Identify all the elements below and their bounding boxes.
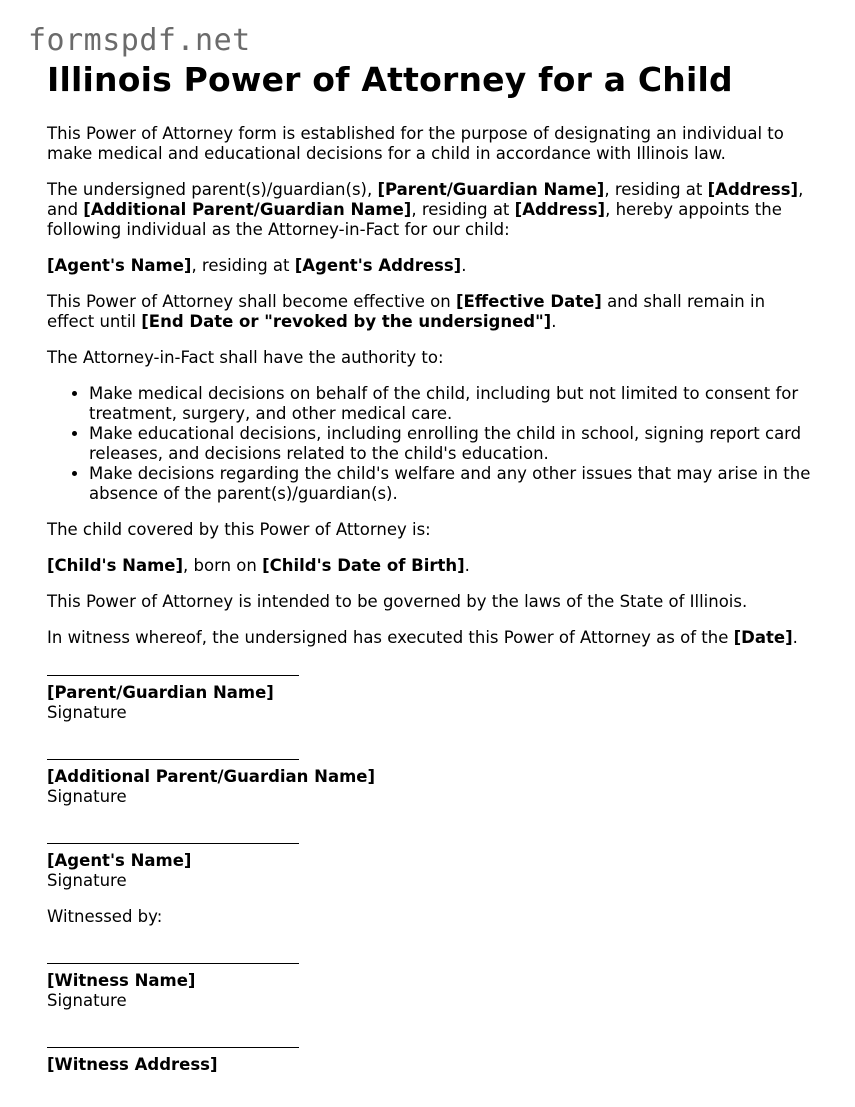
address-placeholder: [Address] bbox=[707, 180, 799, 199]
text: and shall remain in effect until bbox=[47, 292, 766, 331]
document-page bbox=[47, 60, 817, 1075]
child-name-placeholder: [Child's Name] bbox=[47, 556, 184, 575]
witnessed-by-label: Witnessed by: bbox=[47, 907, 163, 926]
text: . bbox=[464, 556, 470, 575]
appointment-paragraph bbox=[47, 180, 817, 240]
witness-address-block bbox=[47, 1047, 817, 1075]
date-placeholder: [Date] bbox=[733, 628, 793, 647]
signature-line[interactable] bbox=[47, 759, 299, 760]
authority-intro: The Attorney-in-Fact shall have the authority to: bbox=[47, 348, 444, 367]
agent-name-placeholder: [Agent's Name] bbox=[47, 256, 192, 275]
signature-line[interactable] bbox=[47, 675, 299, 676]
authority-list bbox=[47, 384, 817, 504]
signer-name: [Agent's Name] bbox=[47, 851, 192, 870]
witness-address-placeholder: [Witness Address] bbox=[47, 1055, 218, 1074]
list-item: • Make decisions regarding the child's welfare and any other issues that may arise in the absence of the parent(s)/guardian(s). bbox=[89, 464, 817, 504]
child-dob-placeholder: [Child's Date of Birth] bbox=[262, 556, 465, 575]
text: . bbox=[551, 312, 557, 331]
child-paragraph bbox=[47, 556, 817, 576]
text: . bbox=[461, 256, 467, 275]
effective-date-placeholder: [Effective Date] bbox=[455, 292, 602, 311]
text: The undersigned parent(s)/guardian(s), bbox=[47, 180, 378, 199]
effective-paragraph bbox=[47, 292, 817, 332]
list-item: • Make medical decisions on behalf of the child, including but not limited to consent for treatment, surgery, and other medical care. bbox=[89, 384, 817, 424]
text: This Power of Attorney shall become effective on bbox=[47, 292, 456, 311]
additional-parent-signature-block bbox=[47, 759, 817, 807]
signer-name: [Witness Name] bbox=[47, 971, 196, 990]
address-placeholder: [Address] bbox=[514, 200, 606, 219]
signature-line[interactable] bbox=[47, 1047, 299, 1048]
signer-name: [Additional Parent/Guardian Name] bbox=[47, 767, 376, 786]
page-title: Illinois Power of Attorney for a Child bbox=[47, 60, 733, 99]
additional-parent-placeholder: [Additional Parent/Guardian Name] bbox=[83, 200, 412, 219]
text: , and bbox=[47, 180, 804, 219]
agent-signature-block bbox=[47, 843, 817, 891]
watermark: formspdf.net bbox=[28, 23, 251, 58]
signature-label: Signature bbox=[47, 991, 127, 1010]
parent-signature-block bbox=[47, 675, 817, 723]
child-intro: The child covered by this Power of Attorney is: bbox=[47, 520, 431, 539]
signature-label: Signature bbox=[47, 787, 127, 806]
signature-label: Signature bbox=[47, 871, 127, 890]
text: In witness whereof, the undersigned has executed this Power of Attorney as of the bbox=[47, 628, 734, 647]
intro-paragraph: This Power of Attorney form is established for the purpose of designating an individual to make medical and educational decisions for a child in accordance with Illinois law. bbox=[47, 124, 784, 163]
signature-line[interactable] bbox=[47, 843, 299, 844]
text: , residing at bbox=[191, 256, 295, 275]
witness-signature-block bbox=[47, 963, 817, 1011]
end-date-placeholder: [End Date or "revoked by the undersigned"] bbox=[141, 312, 552, 331]
signature-line[interactable] bbox=[47, 963, 299, 964]
witness-whereof-paragraph bbox=[47, 628, 817, 648]
text: , born on bbox=[183, 556, 263, 575]
text: , hereby appoints the following individual as the Attorney-in-Fact for our child: bbox=[47, 200, 782, 239]
text: , residing at bbox=[604, 180, 708, 199]
parent-name-placeholder: [Parent/Guardian Name] bbox=[377, 180, 605, 199]
text: , residing at bbox=[411, 200, 515, 219]
agent-paragraph bbox=[47, 256, 817, 276]
signature-label: Signature bbox=[47, 703, 127, 722]
text: . bbox=[792, 628, 798, 647]
governing-law-paragraph: This Power of Attorney is intended to be governed by the laws of the State of Illinois. bbox=[47, 592, 748, 611]
signer-name: [Parent/Guardian Name] bbox=[47, 683, 274, 702]
agent-address-placeholder: [Agent's Address] bbox=[294, 256, 462, 275]
list-item: • Make educational decisions, including enrolling the child in school, signing report card releases, and decisions related to the child's education. bbox=[89, 424, 817, 464]
